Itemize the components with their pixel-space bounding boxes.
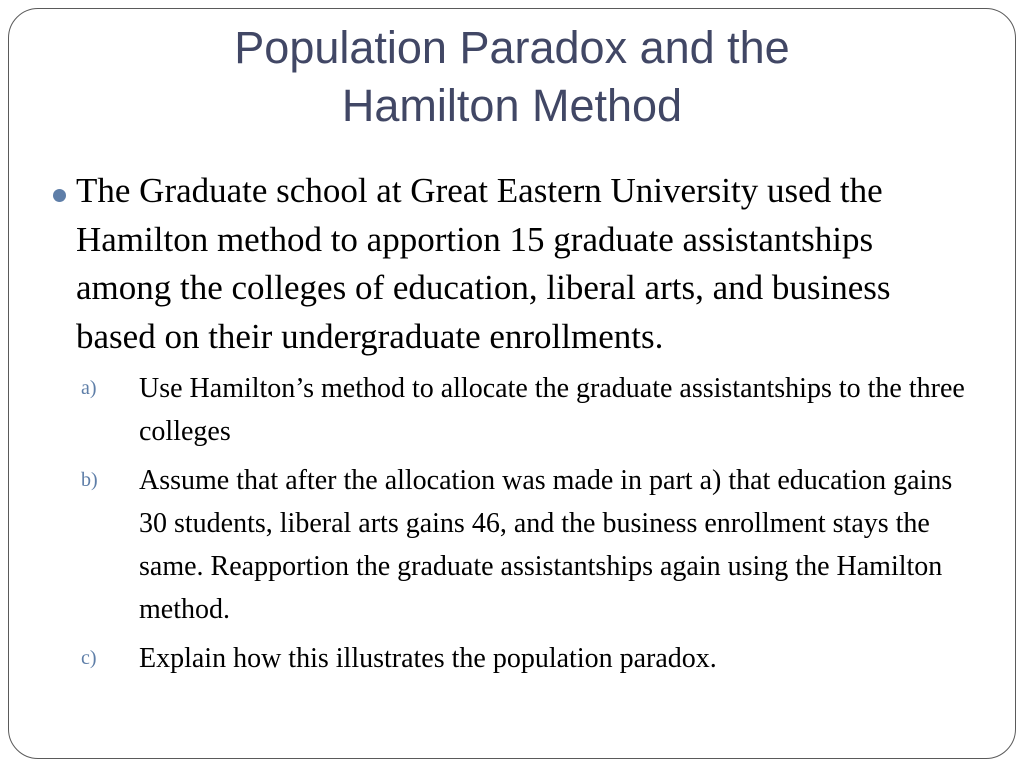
sub-item-text: Explain how this illustrates the population paradox. <box>139 643 717 674</box>
sub-item-text: Assume that after the allocation was made in part a) that education gains 30 students, liberal arts gains 46, and the business enrollment stays the same. Reapportion the graduate assistantships again using the Hamilton method. <box>139 465 953 625</box>
sub-item-b <box>51 459 971 631</box>
slide-title <box>9 19 1015 135</box>
sub-list <box>51 367 971 680</box>
bullet-dot-icon <box>53 189 66 202</box>
sub-item-marker: b) <box>81 469 98 491</box>
sub-item-a <box>51 367 971 453</box>
slide <box>8 8 1016 759</box>
sub-item-marker: a) <box>81 377 97 399</box>
slide-title-line-2: Hamilton Method <box>341 80 683 131</box>
sub-item-marker: c) <box>81 647 97 669</box>
main-bullet-text: The Graduate school at Great Eastern University used the Hamilton method to apportion 15 graduate assistantships among the colleges of education, liberal arts, and business based on their undergraduate enrollments. <box>76 171 891 356</box>
slide-body <box>51 167 971 686</box>
main-bullet <box>51 167 971 361</box>
sub-item-text: Use Hamilton’s method to allocate the graduate assistantships to the three colleges <box>139 373 965 447</box>
sub-item-c <box>51 637 971 680</box>
slide-title-line-1: Population Paradox and the <box>234 22 790 73</box>
